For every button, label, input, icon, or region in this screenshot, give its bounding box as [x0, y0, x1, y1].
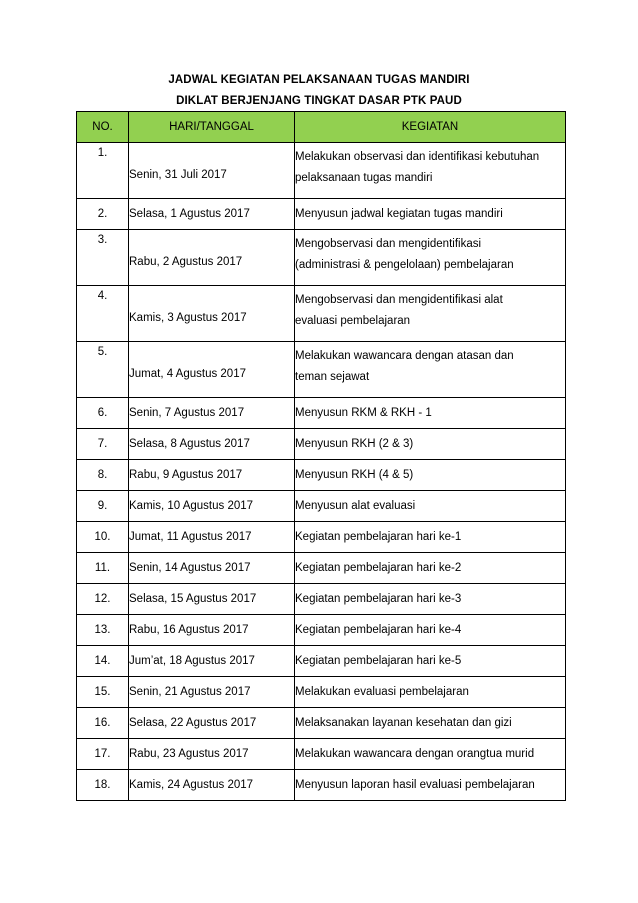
- row-day-date: Rabu, 9 Agustus 2017: [129, 460, 295, 491]
- table-row: [77, 398, 566, 429]
- row-day-date: Senin, 31 Juli 2017: [129, 143, 295, 199]
- row-activity: [295, 491, 566, 522]
- activity-line: Melakukan evaluasi pembelajaran: [295, 686, 469, 698]
- row-activity: [295, 342, 566, 398]
- row-activity: [295, 770, 566, 801]
- row-number: 7.: [77, 429, 129, 460]
- row-activity: [295, 677, 566, 708]
- activity-line: Melakukan wawancara dengan atasan dan: [295, 350, 514, 362]
- table-row: [77, 553, 566, 584]
- table-row: [77, 615, 566, 646]
- table-row: [77, 429, 566, 460]
- activity-line: evaluasi pembelajaran: [295, 315, 411, 327]
- row-number: 12.: [77, 584, 129, 615]
- activity-line: Kegiatan pembelajaran hari ke-5: [295, 655, 462, 667]
- row-day-date: Rabu, 16 Agustus 2017: [129, 615, 295, 646]
- row-number: 9.: [77, 491, 129, 522]
- row-activity: [295, 553, 566, 584]
- schedule-table-body: [77, 143, 566, 801]
- table-row: [77, 199, 566, 230]
- row-number: 11.: [77, 553, 129, 584]
- row-day-date: Selasa, 8 Agustus 2017: [129, 429, 295, 460]
- row-day-date: Senin, 14 Agustus 2017: [129, 553, 295, 584]
- row-day-date: Jumat, 4 Agustus 2017: [129, 342, 295, 398]
- row-activity: [295, 286, 566, 342]
- activity-line: Menyusun jadwal kegiatan tugas mandiri: [295, 208, 503, 220]
- row-number: 5.: [77, 342, 129, 398]
- row-day-date: Selasa, 22 Agustus 2017: [129, 708, 295, 739]
- activity-line: Menyusun RKH (2 & 3): [295, 438, 414, 450]
- table-row: [77, 584, 566, 615]
- row-day-date: Jum’at, 18 Agustus 2017: [129, 646, 295, 677]
- document-title: JADWAL KEGIATAN PELAKSANAAN TUGAS MANDIRI: [168, 74, 470, 86]
- document-subtitle: DIKLAT BERJENJANG TINGKAT DASAR PTK PAUD: [176, 95, 462, 107]
- row-day-date: Senin, 7 Agustus 2017: [129, 398, 295, 429]
- row-activity: [295, 429, 566, 460]
- table-row: [77, 677, 566, 708]
- activity-line: Mengobservasi dan mengidentifikasi: [295, 238, 482, 250]
- row-number: 10.: [77, 522, 129, 553]
- row-activity: [295, 584, 566, 615]
- row-day-date: Kamis, 10 Agustus 2017: [129, 491, 295, 522]
- activity-line: Kegiatan pembelajaran hari ke-3: [295, 593, 462, 605]
- row-day-date: Selasa, 1 Agustus 2017: [129, 199, 295, 230]
- row-activity: [295, 460, 566, 491]
- row-day-date: Selasa, 15 Agustus 2017: [129, 584, 295, 615]
- activity-line: Melakukan observasi dan identifikasi kebutuhan: [295, 151, 540, 163]
- table-row: [77, 230, 566, 286]
- activity-line: Kegiatan pembelajaran hari ke-2: [295, 562, 462, 574]
- row-number: 18.: [77, 770, 129, 801]
- column-header-no: NO.: [77, 112, 129, 143]
- column-header-activity: KEGIATAN: [295, 112, 566, 143]
- row-activity: [295, 199, 566, 230]
- table-row: [77, 491, 566, 522]
- row-activity: [295, 646, 566, 677]
- activity-line: (administrasi & pengelolaan) pembelajaran: [295, 259, 514, 271]
- row-activity: [295, 522, 566, 553]
- activity-line: Menyusun alat evaluasi: [295, 500, 416, 512]
- row-activity: [295, 230, 566, 286]
- row-number: 8.: [77, 460, 129, 491]
- table-row: [77, 708, 566, 739]
- row-activity: [295, 143, 566, 199]
- table-row: [77, 460, 566, 491]
- table-row: [77, 646, 566, 677]
- row-number: 13.: [77, 615, 129, 646]
- activity-line: Kegiatan pembelajaran hari ke-1: [295, 531, 462, 543]
- row-activity: [295, 708, 566, 739]
- activity-line: Mengobservasi dan mengidentifikasi alat: [295, 294, 503, 306]
- activity-line: teman sejawat: [295, 371, 370, 383]
- row-activity: [295, 615, 566, 646]
- row-day-date: Rabu, 23 Agustus 2017: [129, 739, 295, 770]
- row-day-date: Rabu, 2 Agustus 2017: [129, 230, 295, 286]
- row-activity: [295, 398, 566, 429]
- row-number: 17.: [77, 739, 129, 770]
- activity-line: Menyusun laporan hasil evaluasi pembelajaran: [295, 779, 535, 791]
- row-number: 6.: [77, 398, 129, 429]
- activity-line: Melaksanakan layanan kesehatan dan gizi: [295, 717, 512, 729]
- schedule-table: [76, 111, 566, 801]
- row-number: 1.: [77, 143, 129, 199]
- row-day-date: Kamis, 3 Agustus 2017: [129, 286, 295, 342]
- table-row: [77, 342, 566, 398]
- row-number: 4.: [77, 286, 129, 342]
- row-number: 3.: [77, 230, 129, 286]
- activity-line: Melakukan wawancara dengan orangtua murid: [295, 748, 535, 760]
- row-day-date: Jumat, 11 Agustus 2017: [129, 522, 295, 553]
- row-number: 14.: [77, 646, 129, 677]
- table-row: [77, 143, 566, 199]
- row-number: 2.: [77, 199, 129, 230]
- row-day-date: Kamis, 24 Agustus 2017: [129, 770, 295, 801]
- table-row: [77, 522, 566, 553]
- table-header-row: [77, 112, 566, 143]
- activity-line: Menyusun RKM & RKH - 1: [295, 407, 432, 419]
- row-activity: [295, 739, 566, 770]
- table-row: [77, 770, 566, 801]
- activity-line: Menyusun RKH (4 & 5): [295, 469, 414, 481]
- row-day-date: Senin, 21 Agustus 2017: [129, 677, 295, 708]
- table-row: [77, 286, 566, 342]
- activity-line: pelaksanaan tugas mandiri: [295, 172, 433, 184]
- row-number: 16.: [77, 708, 129, 739]
- row-number: 15.: [77, 677, 129, 708]
- column-header-day: HARI/TANGGAL: [129, 112, 295, 143]
- activity-line: Kegiatan pembelajaran hari ke-4: [295, 624, 462, 636]
- table-row: [77, 739, 566, 770]
